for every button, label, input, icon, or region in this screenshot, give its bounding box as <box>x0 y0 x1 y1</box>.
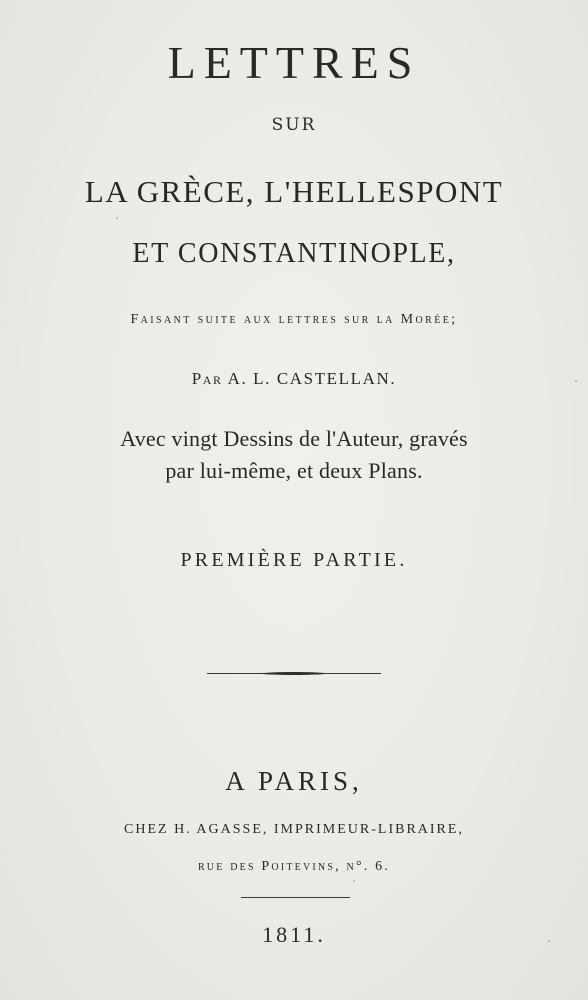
subject-line-2: ET CONSTANTINOPLE, <box>132 238 456 269</box>
part-heading: PREMIÈRE PARTIE. <box>180 549 408 571</box>
ornament-thick-swell <box>262 672 326 675</box>
subject-line-1: LA GRÈCE, L'HELLESPONT <box>84 174 504 209</box>
paper-speck <box>353 880 355 882</box>
imprint-publisher: CHEZ H. AGASSE, IMPRIMEUR-LIBRAIRE, <box>124 822 464 837</box>
paper-speck <box>548 940 550 942</box>
imprint-year: 1811. <box>262 922 326 947</box>
book-title: LETTRES <box>167 37 421 88</box>
imprint-address: rue des Poitevins, n°. 6. <box>197 859 391 874</box>
subtitle-suite: Faisant suite aux lettres sur la Morée; <box>130 312 458 327</box>
illustrations-note-line-2: par lui-même, et deux Plans. <box>165 458 423 483</box>
illustrations-note-line-1: Avec vingt Dessins de l'Auteur, gravés <box>120 426 468 451</box>
paper-speck <box>575 380 577 382</box>
imprint-city: A PARIS, <box>225 766 363 796</box>
ornamental-rule <box>207 671 381 677</box>
title-connector: SUR <box>271 115 317 135</box>
paper-speck <box>116 217 118 219</box>
imprint-divider <box>241 897 350 898</box>
author-line: Par A. L. CASTELLAN. <box>191 369 397 388</box>
